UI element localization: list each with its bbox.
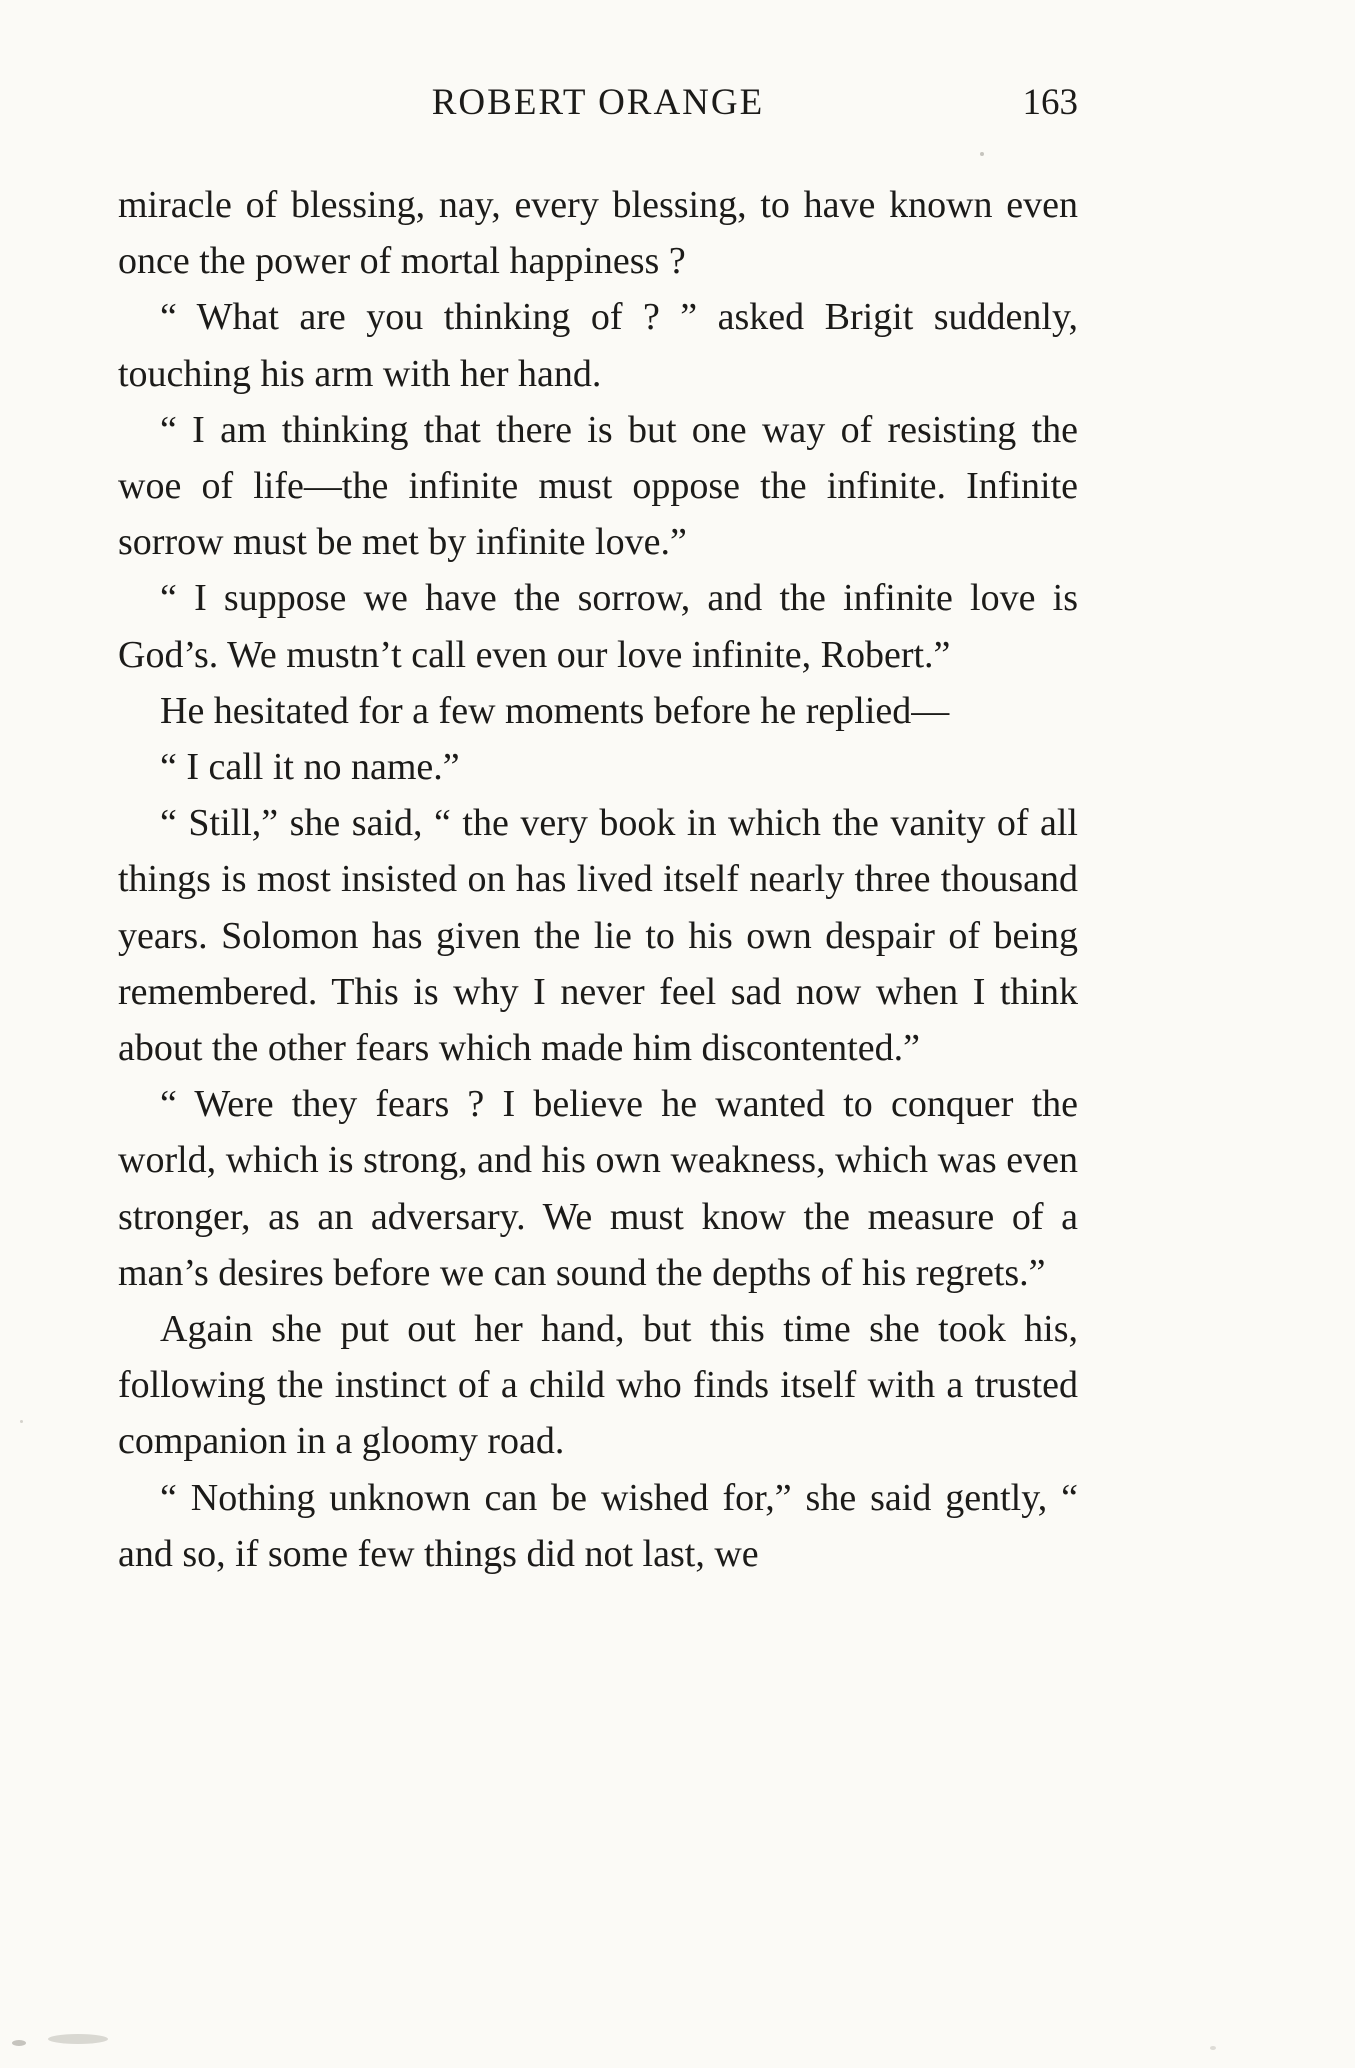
paragraph: He hesitated for a few moments before he replied— — [160, 689, 950, 732]
scan-speck — [980, 152, 984, 156]
paragraph: “ Were they fears ? I believe he wanted to conquer the world, which is strong, and his own weakness, which was even stronger, as an adversary. We must know the measure of a man’s desires before we can sound the depths of his regrets.” — [118, 1083, 1078, 1294]
paragraph: “ I suppose we have the sorrow, and the infinite love is God’s. We mustn’t call even our love infinite, Robert.” — [118, 577, 1078, 676]
scan-speck — [12, 2040, 26, 2046]
scan-speck — [48, 2034, 108, 2044]
scan-speck — [1210, 2046, 1216, 2050]
paragraph: “ I call it no name.” — [160, 746, 460, 789]
paragraph: Again she put out her hand, but this time she took his, following the instinct of a child who finds itself with a trusted companion in a gloomy road. — [118, 1308, 1078, 1463]
paragraph-continued: miracle of blessing, nay, every blessing, to have known even once the power of mortal happiness ? — [118, 184, 1078, 283]
paragraph: “ What are you thinking of ? ” asked Brigit suddenly, touching his arm with her hand. — [118, 296, 1078, 395]
scan-speck — [20, 1420, 23, 1423]
running-head — [118, 78, 1078, 128]
page-number: 163 — [1022, 82, 1078, 123]
paragraph: “ I am thinking that there is but one way of resisting the woe of life—the infinite must oppose the infinite. Infinite sorrow must be met by infinite love.” — [118, 408, 1078, 564]
body-text — [118, 177, 1078, 1582]
paragraph: “ Still,” she said, “ the very book in which the vanity of all things is most insisted on has lived itself nearly three thousand years. Solomon has given the lie to his own despair of being remembered. This is why I never feel sad now when I think about the other fears which made him discontented.” — [118, 802, 1078, 1070]
running-title: ROBERT ORANGE — [431, 82, 765, 123]
paragraph: “ Nothing unknown can be wished for,” she said gently, “ and so, if some few things did not last, we — [118, 1476, 1078, 1575]
